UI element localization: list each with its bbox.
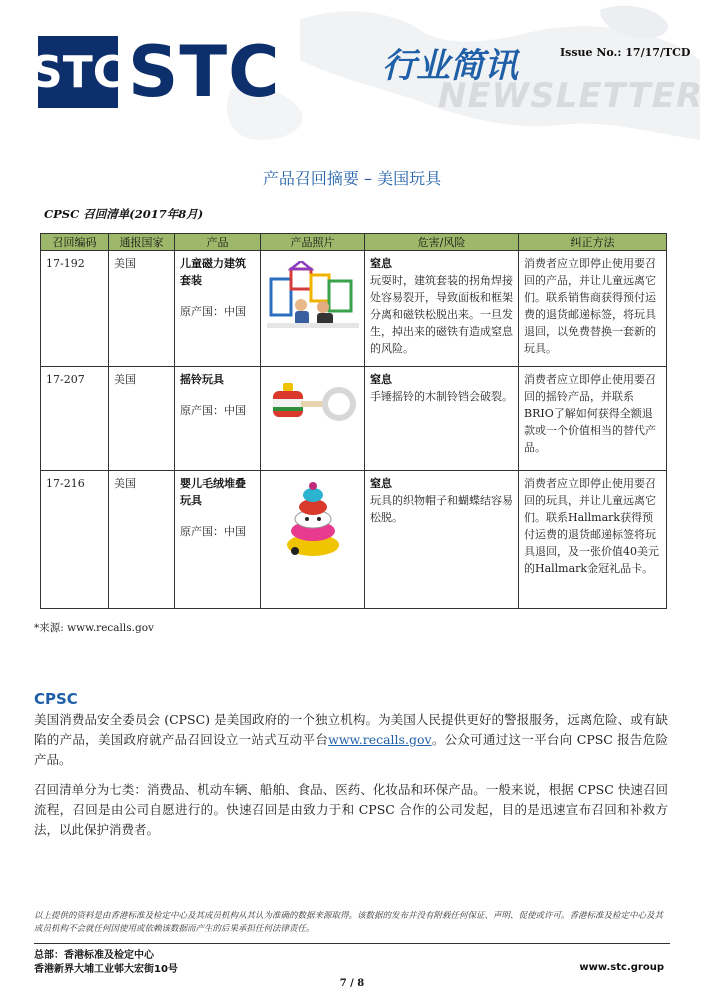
hazard-title: 窒息 [370, 373, 392, 386]
stc-logo-mark: STC [38, 36, 118, 108]
hazard-description: 手锤摇铃的木制铃铛会破裂。 [370, 390, 513, 403]
product-name: 婴儿毛绒堆叠玩具 [180, 477, 246, 507]
recall-country: 美国 [109, 471, 175, 609]
issue-number: Issue No.: 17/17/TCD [560, 46, 691, 59]
recall-remedy: 消费者应立即停止使用要召回的摇铃产品，并联系BRIO了解如何获得全额退款或一个价值相当的替代产品。 [519, 367, 667, 471]
col-header-remedy: 纠正方法 [519, 234, 667, 251]
col-header-code: 召回编码 [41, 234, 109, 251]
table-row [41, 251, 667, 367]
magnetic-building-set-photo [266, 255, 359, 331]
col-header-photo: 产品照片 [261, 234, 365, 251]
newsletter-title-en: NEWSLETTER [438, 76, 704, 116]
hq-address-line2: 香港新界大埔工业邨大宏街10号 [34, 964, 178, 975]
col-header-product: 产品 [175, 234, 261, 251]
cpsc-para1-text: 美国消费品安全委员会 (CPSC) 是美国政府的一个独立机构。为美国人民提供更好的警报服务，远离危险、或有缺陷的产品，美国政府就产品召回设立一站式互动平台 [34, 712, 668, 747]
stc-logo [31, 31, 281, 113]
recall-product-cell [175, 251, 261, 367]
recall-code: 17-216 [41, 471, 109, 609]
cpsc-para1-tail: 。公众可通过这一平台向 CPSC 报告危险产品。 [34, 732, 668, 767]
recall-photo-cell [261, 471, 365, 609]
table-row [41, 367, 667, 471]
recall-hazard-cell [365, 471, 519, 609]
recall-table [40, 233, 667, 609]
recall-hazard-cell [365, 367, 519, 471]
hq-address [34, 949, 178, 977]
recall-product-cell [175, 471, 261, 609]
recall-hazard-cell [365, 251, 519, 367]
recall-list-title: CPSC 召回清单(2017年8月) [44, 207, 204, 221]
recall-country: 美国 [109, 367, 175, 471]
page-number: 7 / 8 [339, 978, 365, 989]
product-name: 儿童磁力建筑套装 [180, 257, 246, 287]
recalls-gov-link[interactable]: www.recalls.gov [328, 732, 432, 747]
hazard-description: 玩具的织物帽子和蝴蝶结容易松脱。 [370, 494, 513, 524]
recall-photo-cell [261, 367, 365, 471]
plush-stacking-toy-photo [266, 475, 359, 559]
recall-code: 17-192 [41, 251, 109, 367]
recall-remedy: 消费者应立即停止使用要召回的产品，并让儿童远离它们。联系销售商获得预付运费的退货邮递标签，将玩具退回，以免费替换一套新的玩具。 [519, 251, 667, 367]
recall-remedy: 消费者应立即停止使用要召回的玩具，并让儿童远离它们。联系Hallmark获得预付运费的退货邮递标签将玩具退回，及一张价值40美元的Hallmark金冠礼品卡。 [519, 471, 667, 609]
stc-logo-text: STC [128, 31, 281, 113]
product-name: 摇铃玩具 [180, 373, 224, 386]
source-footnote: *来源: www.recalls.gov [34, 622, 154, 634]
recall-country: 美国 [109, 251, 175, 367]
recall-product-cell [175, 367, 261, 471]
cpsc-heading: CPSC [34, 690, 78, 708]
disclaimer: 以上提供的资料是由香港标准及检定中心及其成员机构从其认为准确的数据来源取得。该数据的发布并没有附载任何保证、声明、促使或许可。香港标准及检定中心及其成员机构不会就任何因使用或依赖该数据而产生的后果承担任何法律责任。 [34, 911, 664, 934]
hq-address-line1: 总部：香港标准及检定中心 [34, 950, 154, 961]
hazard-description: 玩耍时，建筑套装的拐角焊接处容易裂开，导致面板和框架分离和磁铁松脱出来。一旦发生，掉出来的磁铁有造成窒息的风险。 [370, 274, 513, 355]
cpsc-paragraph-1 [34, 710, 668, 770]
hazard-title: 窒息 [370, 477, 392, 490]
table-row [41, 471, 667, 609]
section-title: 产品召回摘要 – 美国玩具 [262, 169, 442, 188]
table-header-row [41, 234, 667, 251]
recall-code: 17-207 [41, 367, 109, 471]
newsletter-title-cn: 行业简讯 [382, 46, 518, 86]
rattle-toy-photo [266, 371, 359, 433]
recall-photo-cell [261, 251, 365, 367]
footer-divider [34, 943, 670, 944]
product-origin: 原产国：中国 [180, 525, 246, 538]
col-header-hazard: 危害/风险 [365, 234, 519, 251]
product-origin: 原产国：中国 [180, 305, 246, 318]
product-origin: 原产国：中国 [180, 404, 246, 417]
cpsc-paragraph-2: 召回清单分为七类：消费品、机动车辆、船舶、食品、医药、化妆品和环保产品。一般来说，根据 CPSC 快速召回流程，召回是由公司自愿进行的。快速召回是由致力于和 CPSC 合作的公司发起，目的是迅速宣布召回和补救方法，以此保护消费者。 [34, 782, 668, 837]
hazard-title: 窒息 [370, 257, 392, 270]
col-header-country: 通报国家 [109, 234, 175, 251]
website-link[interactable]: www.stc.group [579, 962, 664, 973]
